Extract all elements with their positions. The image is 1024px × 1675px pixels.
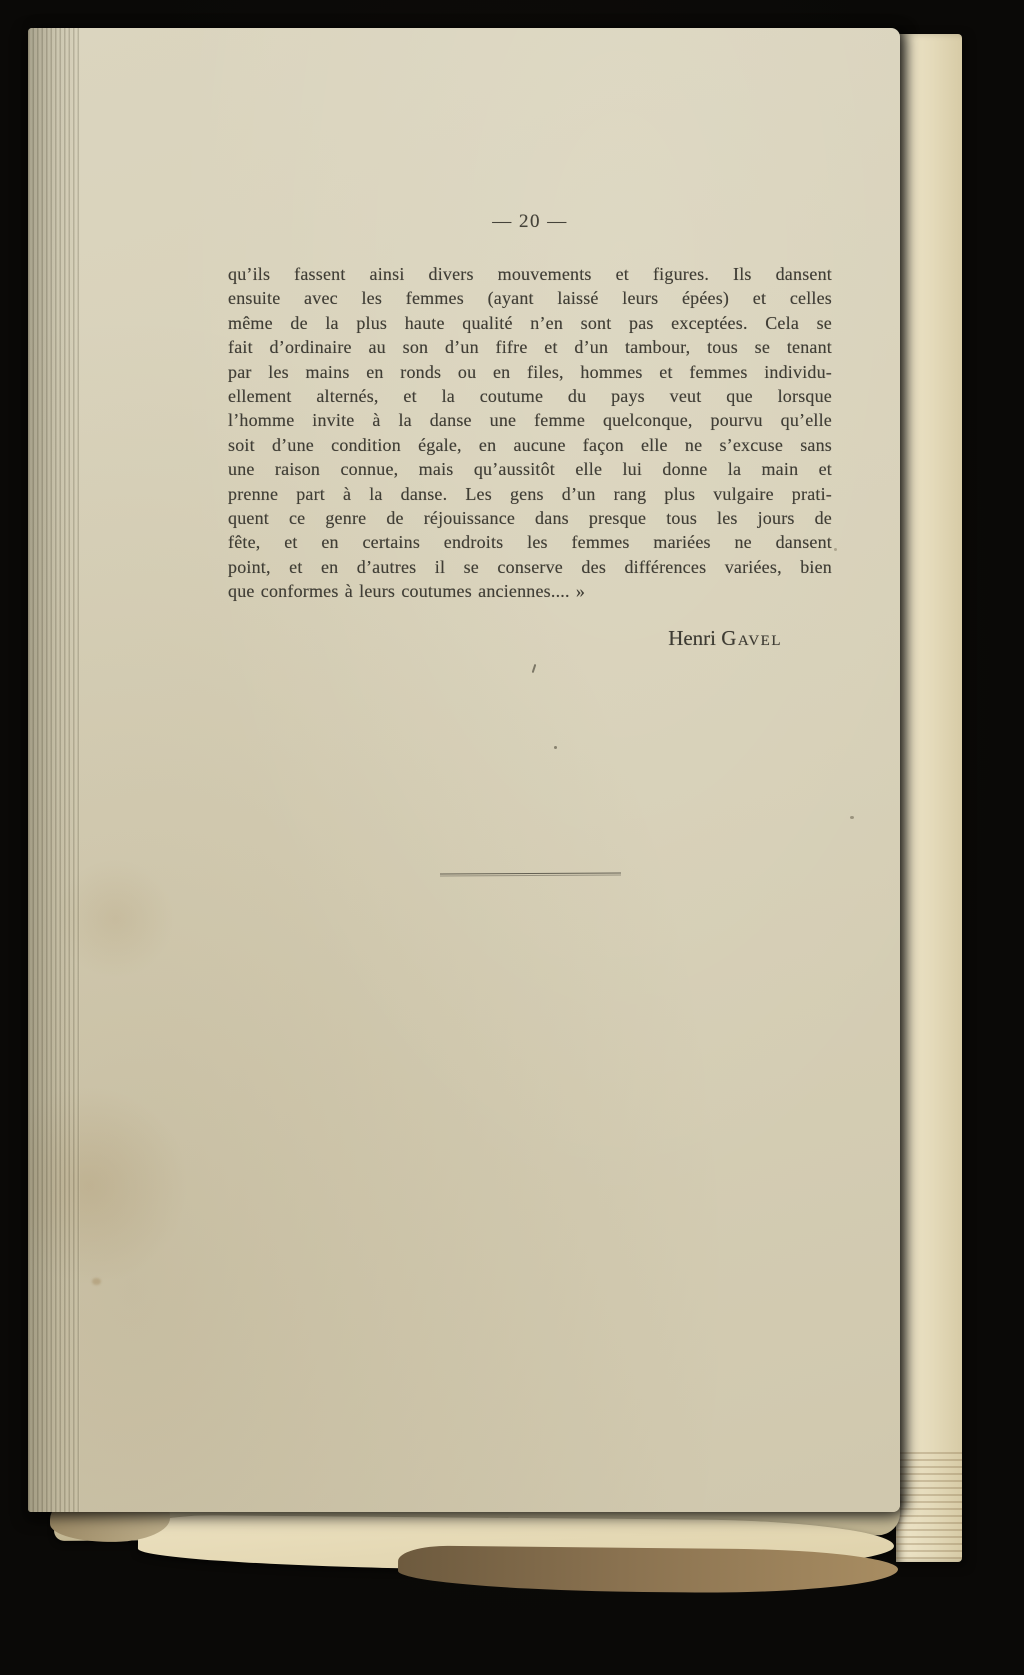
bottom-page-edge-dark xyxy=(398,1545,898,1594)
author-last-name: Gavel xyxy=(721,625,782,650)
text-line: soit d’une condition égale, en aucune façon elle ne s’excuse sans xyxy=(228,434,832,455)
text-line: ellement alternés, et la coutume du pays veut que lorsque xyxy=(228,386,832,407)
text-line: par les mains en ronds ou en files, hommes et femmes individu- xyxy=(228,361,832,382)
text-line: fait d’ordinaire au son d’un fifre et d’un tambour, tous se tenant xyxy=(228,337,832,358)
text-line: qu’ils fassent ainsi divers mouvements et figures. Ils dansent xyxy=(228,264,832,284)
text-line: une raison connue, mais qu’aussitôt elle lui donne la main et xyxy=(228,459,832,480)
author-first-name: Henri xyxy=(668,625,717,650)
body-text xyxy=(228,262,832,604)
ink-speck xyxy=(554,746,557,749)
text-line: quent ce genre de réjouissance dans presque tous les jours de xyxy=(228,508,832,529)
text-line: l’homme invite à la danse une femme quelconque, pourvu qu’elle xyxy=(228,410,832,431)
text-line: que conformes à leurs coutumes anciennes.... » xyxy=(228,581,586,602)
ink-speck xyxy=(834,548,837,551)
gutter-page-stack xyxy=(28,28,80,1512)
next-page-edge xyxy=(896,34,962,1562)
page-number: — 20 — xyxy=(492,211,568,232)
ink-speck xyxy=(532,664,537,673)
ink-speck xyxy=(850,816,854,819)
text-line: fête, et en certains endroits les femmes mariées ne dansent xyxy=(228,532,832,553)
text-line: point, et en d’autres il se conserve des différences variées, bien xyxy=(228,556,832,577)
stain-speck xyxy=(92,1278,101,1285)
section-divider-rule xyxy=(440,873,621,877)
text-line: ensuite avec les femmes (ayant laissé leurs épées) et celles xyxy=(228,288,832,309)
book-page xyxy=(28,28,900,1512)
page-edge-lines xyxy=(896,1452,962,1562)
text-line: prenne part à la danse. Les gens d’un rang plus vulgaire prati- xyxy=(228,483,832,504)
printed-content xyxy=(228,210,832,651)
text-line: même de la plus haute qualité n’en sont pas exceptées. Cela se xyxy=(228,312,832,333)
author-signature xyxy=(228,626,832,651)
